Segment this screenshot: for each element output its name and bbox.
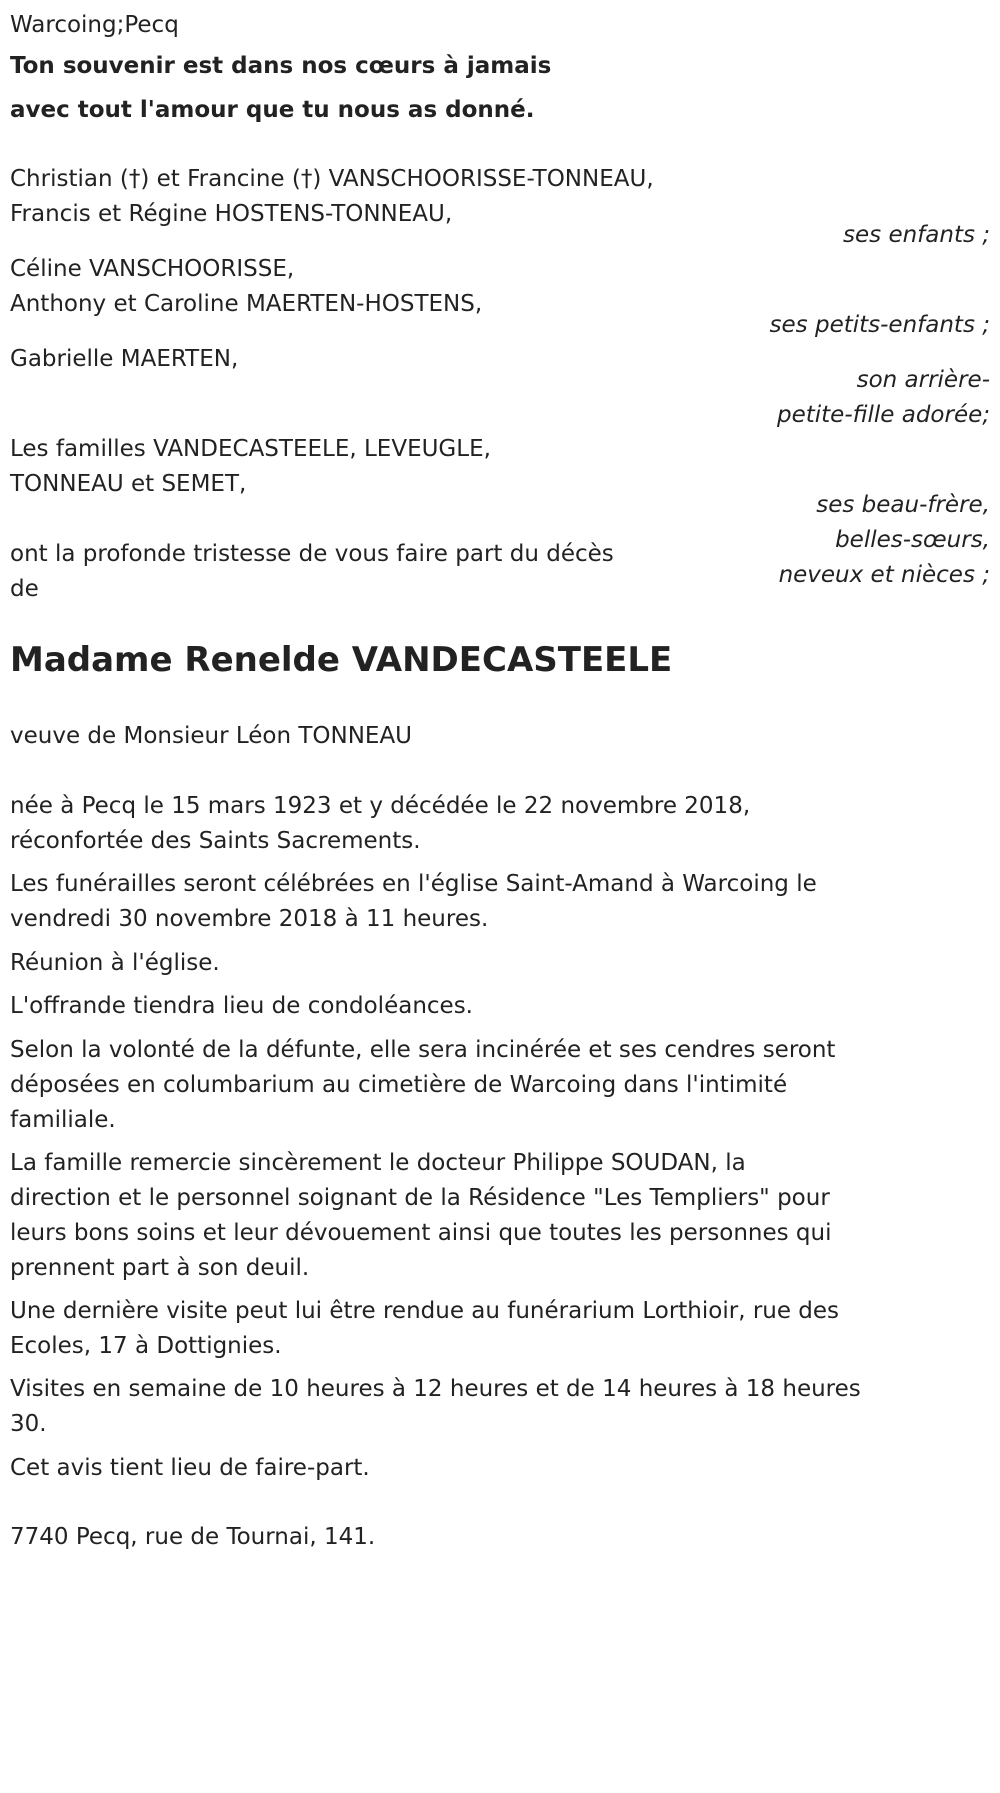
funeral-line-2: vendredi 30 novembre 2018 à 11 heures. — [10, 906, 489, 932]
grandchildren-line-2: Anthony et Caroline MAERTEN-HOSTENS, — [10, 291, 483, 317]
motto-line-1: Ton souvenir est dans nos cœurs à jamais — [10, 53, 552, 79]
motto-line-2: avec tout l'amour que tu nous as donné. — [10, 97, 535, 123]
cremation-line-3: familiale. — [10, 1107, 116, 1133]
funeral-line-1: Les funérailles seront célébrées en l'église Saint-Amand à Warcoing le — [10, 871, 817, 897]
hours-line-1: Visites en semaine de 10 heures à 12 heures et de 14 heures à 18 heures — [10, 1376, 861, 1402]
meeting-line: Réunion à l'église. — [10, 950, 220, 976]
greatgrandchild-role-line-1: son arrière- — [856, 367, 990, 393]
cremation-line-1: Selon la volonté de la défunte, elle sera incinérée et ses cendres seront — [10, 1037, 836, 1063]
announcement-line-1: ont la profonde tristesse de vous faire part du décès — [10, 541, 614, 567]
visit-line-2: Ecoles, 17 à Dottignies. — [10, 1333, 282, 1359]
grandchildren-line-1: Céline VANSCHOORISSE, — [10, 256, 295, 282]
children-role: ses enfants ; — [843, 222, 990, 248]
deceased-name: Madame Renelde VANDECASTEELE — [10, 640, 673, 680]
families-line-2: TONNEAU et SEMET, — [10, 471, 247, 497]
thanks-line-2: direction et le personnel soignant de la Résidence "Les Templiers" pour — [10, 1185, 830, 1211]
birth-line-1: née à Pecq le 15 mars 1923 et y décédée le 22 novembre 2018, — [10, 793, 751, 819]
offering-line: L'offrande tiendra lieu de condoléances. — [10, 993, 473, 1019]
families-role-line-1: ses beau-frère, — [816, 492, 990, 518]
cremation-line-2: déposées en columbarium au cimetière de Warcoing dans l'intimité — [10, 1072, 788, 1098]
greatgrandchild-line: Gabrielle MAERTEN, — [10, 346, 239, 372]
grandchildren-role: ses petits-enfants ; — [769, 312, 990, 338]
thanks-line-3: leurs bons soins et leur dévouement ainsi que toutes les personnes qui — [10, 1220, 832, 1246]
thanks-line-4: prennent part à son deuil. — [10, 1255, 310, 1281]
address-line: 7740 Pecq, rue de Tournai, 141. — [10, 1524, 376, 1550]
children-line-1: Christian (†) et Francine (†) VANSCHOORISSE-TONNEAU, — [10, 166, 654, 192]
location: Warcoing;Pecq — [10, 12, 179, 38]
families-role-line-3: neveux et nièces ; — [778, 562, 990, 588]
families-role-line-2: belles-sœurs, — [835, 527, 990, 553]
visit-line-1: Une dernière visite peut lui être rendue au funérarium Lorthioir, rue des — [10, 1298, 840, 1324]
greatgrandchild-role-line-2: petite-fille adorée; — [777, 402, 990, 428]
spouse-line: veuve de Monsieur Léon TONNEAU — [10, 723, 413, 749]
announcement-line-2: de — [10, 576, 39, 602]
hours-line-2: 30. — [10, 1411, 47, 1437]
birth-line-2: réconfortée des Saints Sacrements. — [10, 828, 421, 854]
families-line-1: Les familles VANDECASTEELE, LEVEUGLE, — [10, 436, 491, 462]
children-line-2: Francis et Régine HOSTENS-TONNEAU, — [10, 201, 453, 227]
notice-line: Cet avis tient lieu de faire-part. — [10, 1455, 370, 1481]
thanks-line-1: La famille remercie sincèrement le docteur Philippe SOUDAN, la — [10, 1150, 746, 1176]
